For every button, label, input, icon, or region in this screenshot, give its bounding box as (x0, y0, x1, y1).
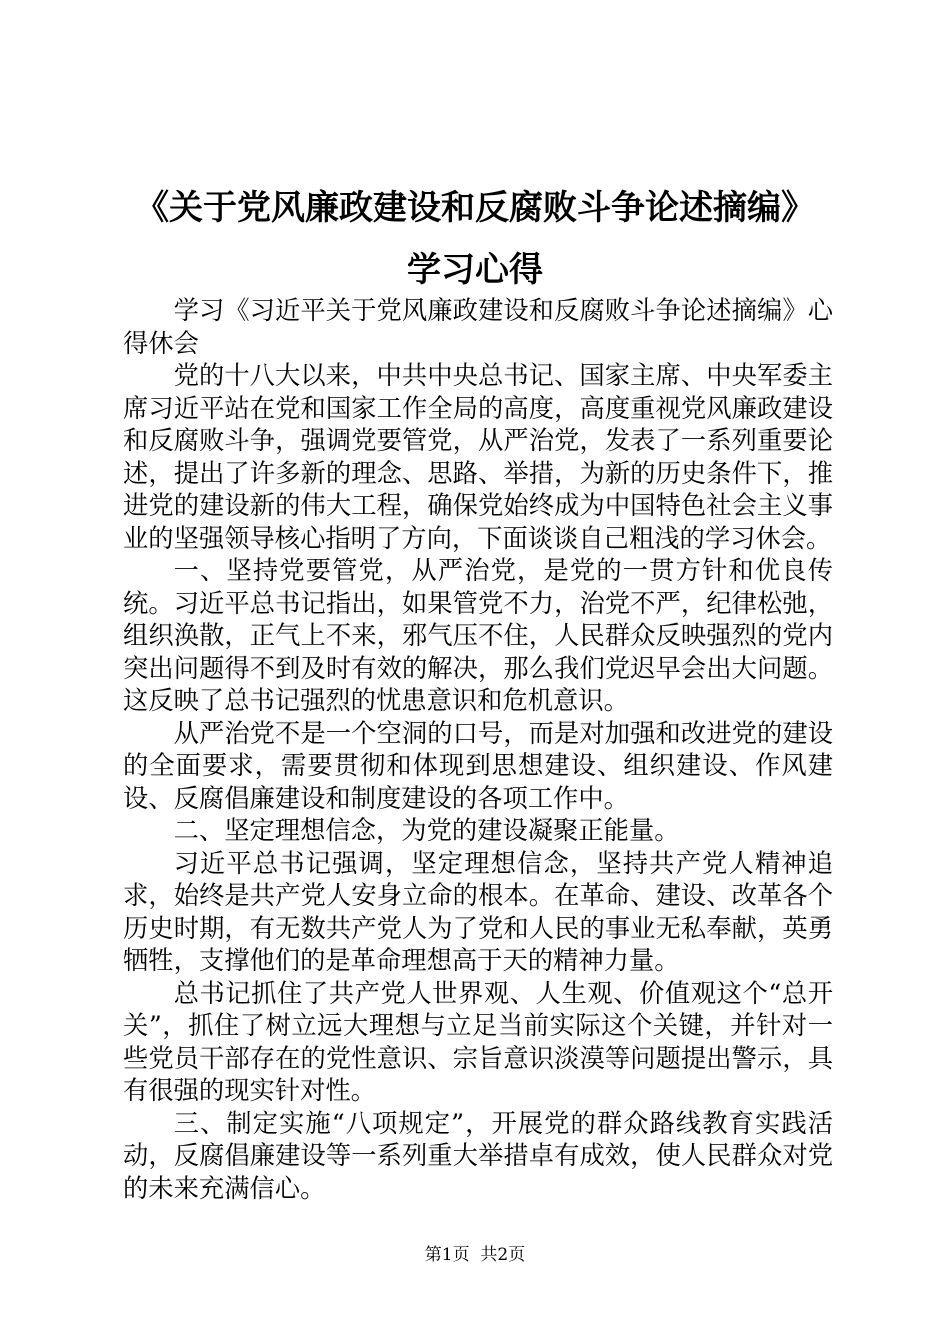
paragraph-section-1: 一、坚持党要管党，从严治党，是党的一贯方针和优良传统。习近平总书记指出，如果管党不力，治党不严，纪律松弛，组织涣散，正气上不来，邪气压不住，人民群众反映强烈的党内突出问题得不到及时有效的解决，那么我们党迟早会出大问题。这反映了总书记强烈的忧患意识和危机意识。 (123, 556, 833, 715)
paragraph-section-2-heading: 二、坚定理想信念，为党的建设凝聚正能量。 (173, 816, 680, 845)
paragraph-section-1-detail: 从严治党不是一个空洞的口号，而是对加强和改进党的建设的全面要求，需要贯彻和体现到思想建设、组织建设、作风建设、反腐倡廉建设和制度建设的各项工作中。 (123, 718, 833, 813)
page-footer: 第1页 共2页 (424, 1245, 526, 1265)
paragraph-intro: 党的十八大以来，中共中央总书记、国家主席、中央军委主席习近平站在党和国家工作全局的高度，高度重视党风廉政建设和反腐败斗争，强调党要管党，从严治党，发表了一系列重要论述，提出了许多新的理念、思路、举措，为新的历史条件下，推进党的建设新的伟大工程，确保党始终成为中国特色社会主义事业的坚强领导核心指明了方向，下面谈谈自己粗浅的学习休会。 (123, 361, 833, 553)
paragraph-section-2-detail: 总书记抓住了共产党人世界观、人生观、价值观这个“总开关”，抓住了树立远大理想与立足当前实际这个关键，并针对一些党员干部存在的党性意识、宗旨意识淡漠等问题提出警示，具有很强的现实针对性。 (123, 978, 833, 1105)
document-title-line2: 学习心得 (407, 250, 543, 290)
paragraph-subtitle: 学习《习近平关于党风廉政建设和反腐败斗争论述摘编》心得休会 (123, 296, 833, 358)
paragraph-section-2: 习近平总书记强调，坚定理想信念，坚持共产党人精神追求，始终是共产党人安身立命的根本。在革命、建设、改革各个历史时期，有无数共产党人为了党和人民的事业无私奉献，英勇牺牲，支撑他们的是革命理想高于天的精神力量。 (123, 848, 833, 975)
document-title-line1: 《关于党风廉政建设和反腐败斗争论述摘编》 (135, 188, 815, 228)
paragraph-section-3: 三、制定实施“八项规定”，开展党的群众路线教育实践活动，反腐倡廉建设等一系列重大举措卓有成效，使人民群众对党的未来充满信心。 (123, 1108, 833, 1203)
document-body (123, 295, 833, 1205)
